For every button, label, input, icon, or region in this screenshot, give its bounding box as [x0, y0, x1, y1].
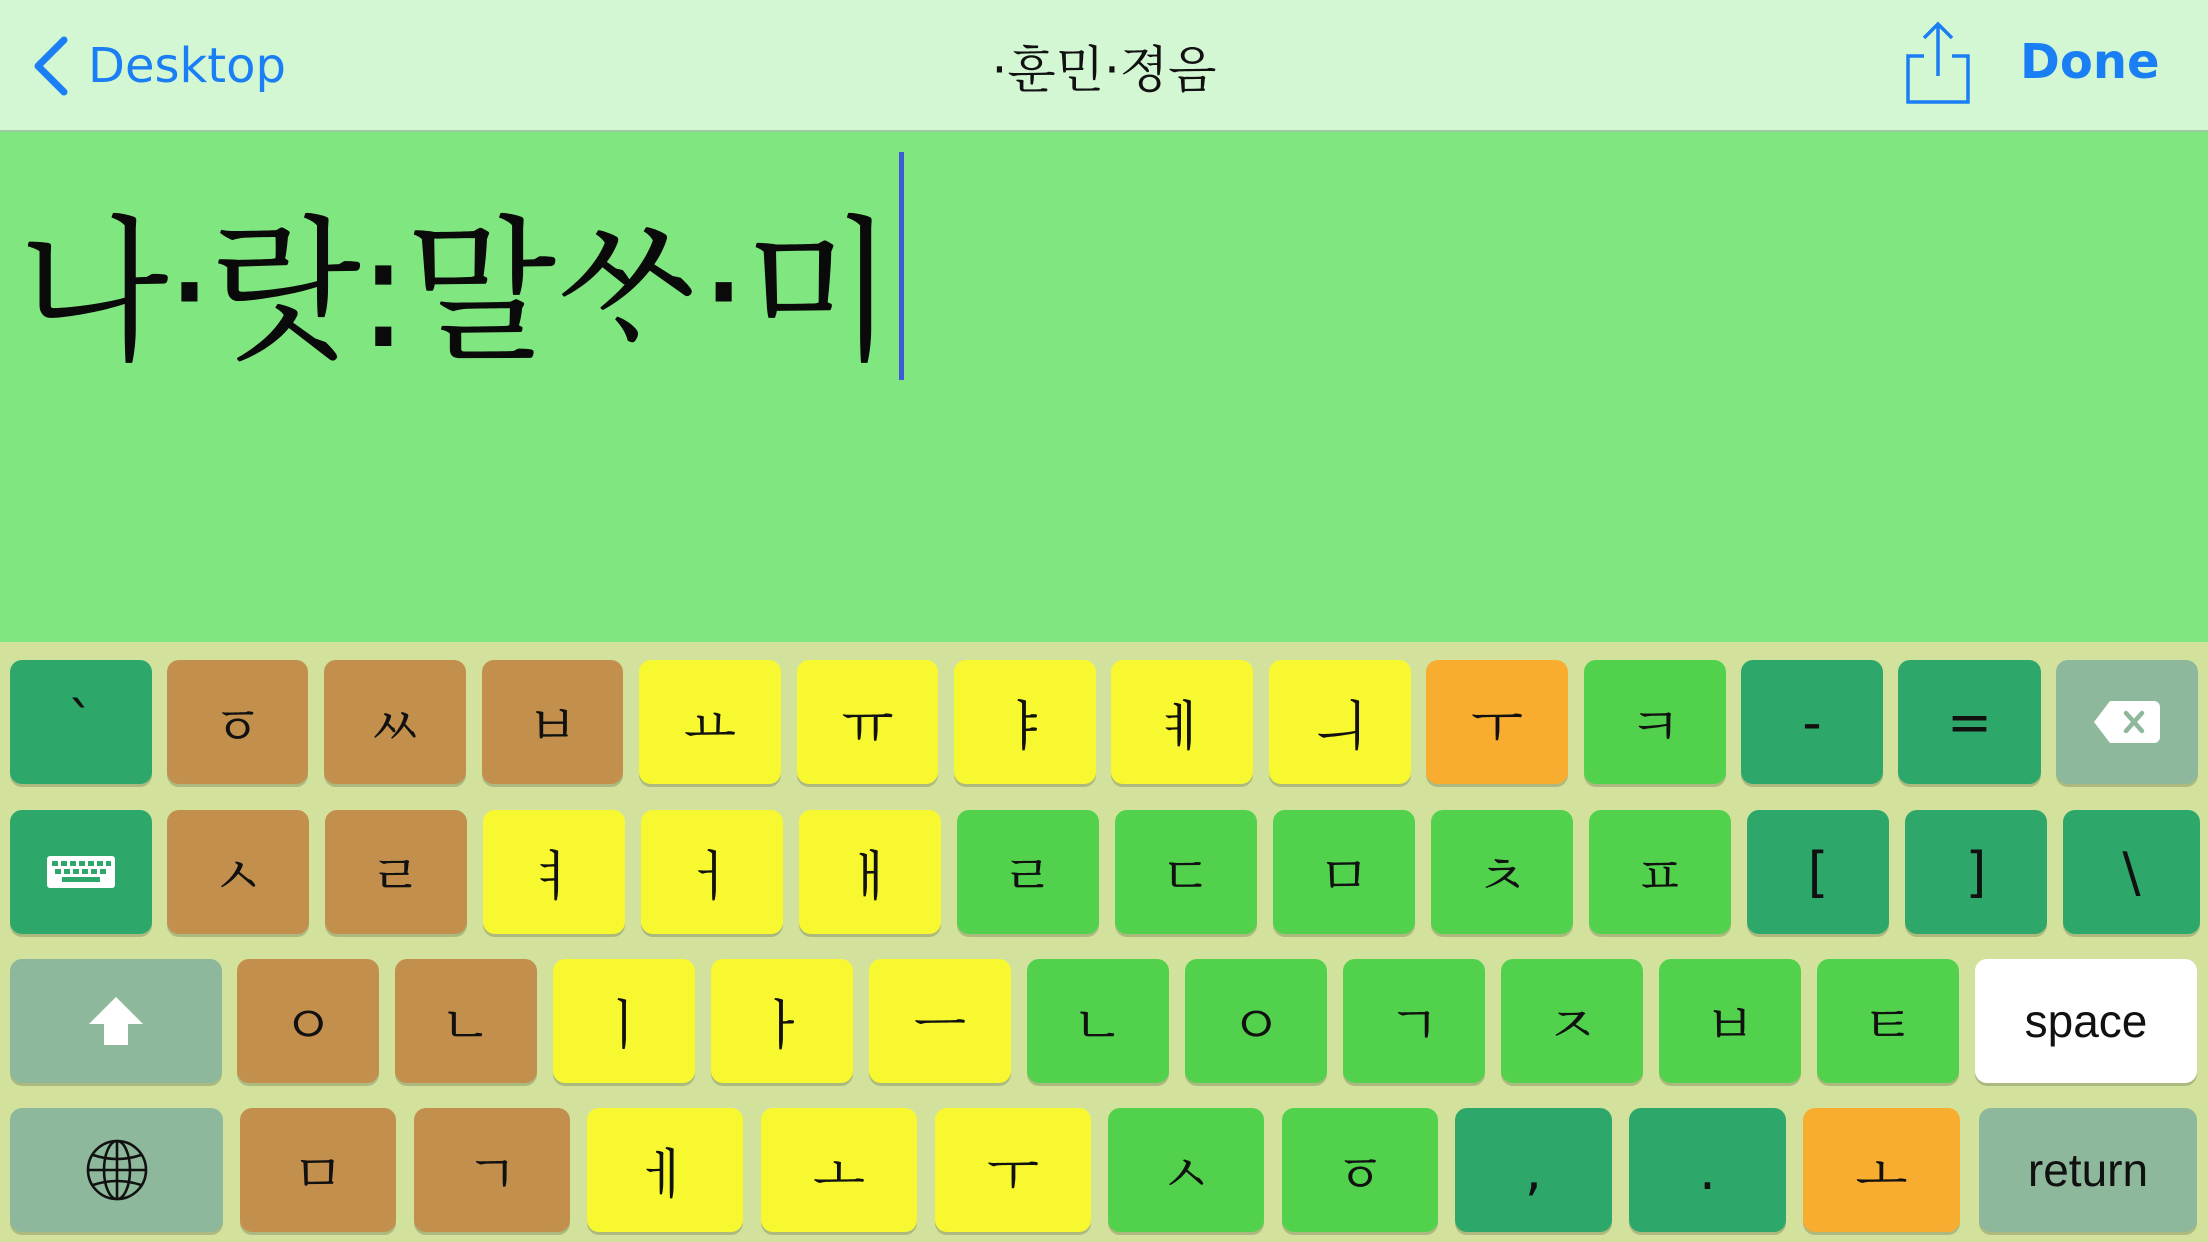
- key-pieup[interactable]: [1589, 810, 1731, 934]
- key-mieum-brown[interactable]: [240, 1108, 396, 1232]
- key-minus[interactable]: [1741, 660, 1883, 784]
- key-digeut-label: ㄷ: [1159, 844, 1213, 908]
- key-nieun-green[interactable]: [1027, 959, 1169, 1083]
- keyboard-icon: [46, 855, 116, 889]
- delete-key[interactable]: [2056, 660, 2198, 784]
- key-nieun[interactable]: [395, 959, 537, 1083]
- key-u-orange-label: ㅜ: [1470, 694, 1524, 758]
- space-key[interactable]: [1975, 959, 2197, 1083]
- key-siot-label: ㅅ: [211, 844, 265, 908]
- key-giyeok-label: ㄱ: [1387, 993, 1441, 1057]
- space-key-label: space: [2024, 995, 2148, 1047]
- key-minus-label: -: [1802, 690, 1822, 754]
- key-a-label: ㅏ: [755, 993, 809, 1057]
- key-ya-label: ㅑ: [998, 694, 1052, 758]
- key-ye-label: ㅖ: [1155, 694, 1209, 758]
- key-ieung-green-label: ㅇ: [1229, 993, 1283, 1057]
- key-rieul-green-label: ㄹ: [1001, 844, 1055, 908]
- key-e-label: ㅔ: [638, 1142, 692, 1206]
- key-eu-label: ㅡ: [913, 993, 967, 1057]
- key-nieun-label: ㄴ: [439, 993, 493, 1057]
- key-equals-label: =: [1946, 690, 1993, 754]
- key-siot-green-label: ㅅ: [1159, 1142, 1213, 1206]
- key-ya[interactable]: [954, 660, 1096, 784]
- return-key-label: return: [2027, 1144, 2149, 1196]
- key-u-label: ㅜ: [986, 1142, 1040, 1206]
- key-siot[interactable]: [167, 810, 309, 934]
- key-eo-label: ㅓ: [685, 844, 739, 908]
- key-o-orange-label: ㅗ: [1855, 1142, 1908, 1206]
- key-tieut[interactable]: [1817, 959, 1959, 1083]
- navigation-bar: [0, 0, 2208, 132]
- shift-key[interactable]: [10, 959, 222, 1083]
- key-ieung-green[interactable]: [1185, 959, 1327, 1083]
- share-button[interactable]: [1900, 18, 1976, 108]
- key-backslash[interactable]: [2063, 810, 2200, 934]
- key-a[interactable]: [711, 959, 853, 1083]
- key-ssangsiot-label: ㅆ: [368, 694, 422, 758]
- return-key[interactable]: [1979, 1108, 2197, 1232]
- page-title: ·훈민·졍음: [991, 41, 1217, 99]
- key-yeo-label: ㅕ: [527, 844, 581, 908]
- key-pieup-label: ㅍ: [1633, 844, 1687, 908]
- key-rieul-label: ㄹ: [369, 844, 423, 908]
- key-giyeok-brown-label: ㄱ: [465, 1142, 519, 1206]
- key-ssangsiot[interactable]: [324, 660, 466, 784]
- key-u-orange[interactable]: [1426, 660, 1568, 784]
- key-siot-green[interactable]: [1108, 1108, 1264, 1232]
- typed-text: 나·랏:말ᄊᆞ·미: [18, 201, 892, 383]
- key-chieut-label: ㅊ: [1475, 844, 1529, 908]
- hangul-keyboard: [0, 642, 2208, 1242]
- key-yu-label: ㅠ: [841, 694, 894, 758]
- key-left-bracket[interactable]: [1747, 810, 1889, 934]
- key-mieum-brown-label: ㅁ: [291, 1142, 345, 1206]
- key-bieup-green-label: ㅂ: [1703, 993, 1757, 1057]
- key-yeorinhieut[interactable]: [167, 660, 308, 784]
- key-bieup-label: ㅂ: [526, 694, 579, 758]
- key-ui-label: ㅢ: [1313, 694, 1367, 758]
- key-yo[interactable]: [639, 660, 781, 784]
- key-yeorinhieut-green[interactable]: [1282, 1108, 1438, 1232]
- back-button-label: Desktop: [88, 38, 286, 94]
- key-backtick[interactable]: [10, 660, 152, 784]
- key-comma-label: ,: [1524, 1138, 1543, 1202]
- key-bieup[interactable]: [482, 660, 623, 784]
- key-giyeok-brown[interactable]: [414, 1108, 570, 1232]
- key-ae-label: ㅐ: [843, 844, 897, 908]
- key-e[interactable]: [587, 1108, 743, 1232]
- key-backslash-label: \: [2122, 840, 2141, 904]
- key-yu[interactable]: [797, 660, 938, 784]
- key-i[interactable]: [553, 959, 695, 1083]
- key-ui[interactable]: [1269, 660, 1411, 784]
- backspace-icon: [2092, 699, 2162, 745]
- key-o[interactable]: [761, 1108, 917, 1232]
- key-u[interactable]: [935, 1108, 1091, 1232]
- key-comma[interactable]: [1455, 1108, 1612, 1232]
- key-tieut-label: ㅌ: [1861, 993, 1915, 1057]
- key-bieup-green[interactable]: [1659, 959, 1801, 1083]
- key-nieun-green-label: ㄴ: [1071, 993, 1125, 1057]
- done-button[interactable]: Done: [2020, 34, 2160, 90]
- key-yo-label: ㅛ: [683, 694, 737, 758]
- text-editor[interactable]: [0, 132, 2208, 642]
- key-ye[interactable]: [1111, 660, 1253, 784]
- key-o-label: ㅗ: [812, 1142, 866, 1206]
- key-o-orange[interactable]: [1803, 1108, 1960, 1232]
- share-icon: [1900, 18, 1976, 108]
- key-yeorinhieut-label: ㆆ: [211, 694, 264, 758]
- key-eo[interactable]: [641, 810, 783, 934]
- key-giyeok[interactable]: [1343, 959, 1485, 1083]
- key-ieung[interactable]: [237, 959, 379, 1083]
- chevron-left-icon: [30, 34, 72, 98]
- key-rieul[interactable]: [325, 810, 467, 934]
- key-jieut[interactable]: [1501, 959, 1643, 1083]
- keyboard-toggle-key[interactable]: [10, 810, 152, 934]
- key-ae[interactable]: [799, 810, 941, 934]
- key-kieuk-label: ㅋ: [1628, 694, 1682, 758]
- key-left-bracket-label: [: [1807, 840, 1829, 904]
- key-mieum-label: ㅁ: [1317, 844, 1371, 908]
- key-period-label: .: [1698, 1138, 1717, 1202]
- text-cursor: [899, 152, 904, 380]
- key-mieum[interactable]: [1273, 810, 1415, 934]
- shift-arrow-icon: [86, 994, 146, 1048]
- key-right-bracket[interactable]: [1905, 810, 2047, 934]
- key-eu[interactable]: [869, 959, 1011, 1083]
- key-rieul-green[interactable]: [957, 810, 1099, 934]
- key-backtick-label: `: [67, 690, 95, 754]
- key-equals[interactable]: [1898, 660, 2041, 784]
- back-button[interactable]: [30, 28, 286, 104]
- key-yeo[interactable]: [483, 810, 625, 934]
- key-jieut-label: ㅈ: [1545, 993, 1599, 1057]
- key-yeorinhieut-green-label: ㆆ: [1333, 1142, 1387, 1206]
- key-ieung-label: ㅇ: [281, 993, 335, 1057]
- key-digeut[interactable]: [1115, 810, 1257, 934]
- key-i-label: ㅣ: [597, 993, 651, 1057]
- key-chieut[interactable]: [1431, 810, 1573, 934]
- globe-key[interactable]: [10, 1108, 223, 1232]
- key-period[interactable]: [1629, 1108, 1786, 1232]
- key-right-bracket-label: ]: [1965, 840, 1987, 904]
- key-kieuk[interactable]: [1584, 660, 1726, 784]
- globe-icon: [85, 1138, 149, 1202]
